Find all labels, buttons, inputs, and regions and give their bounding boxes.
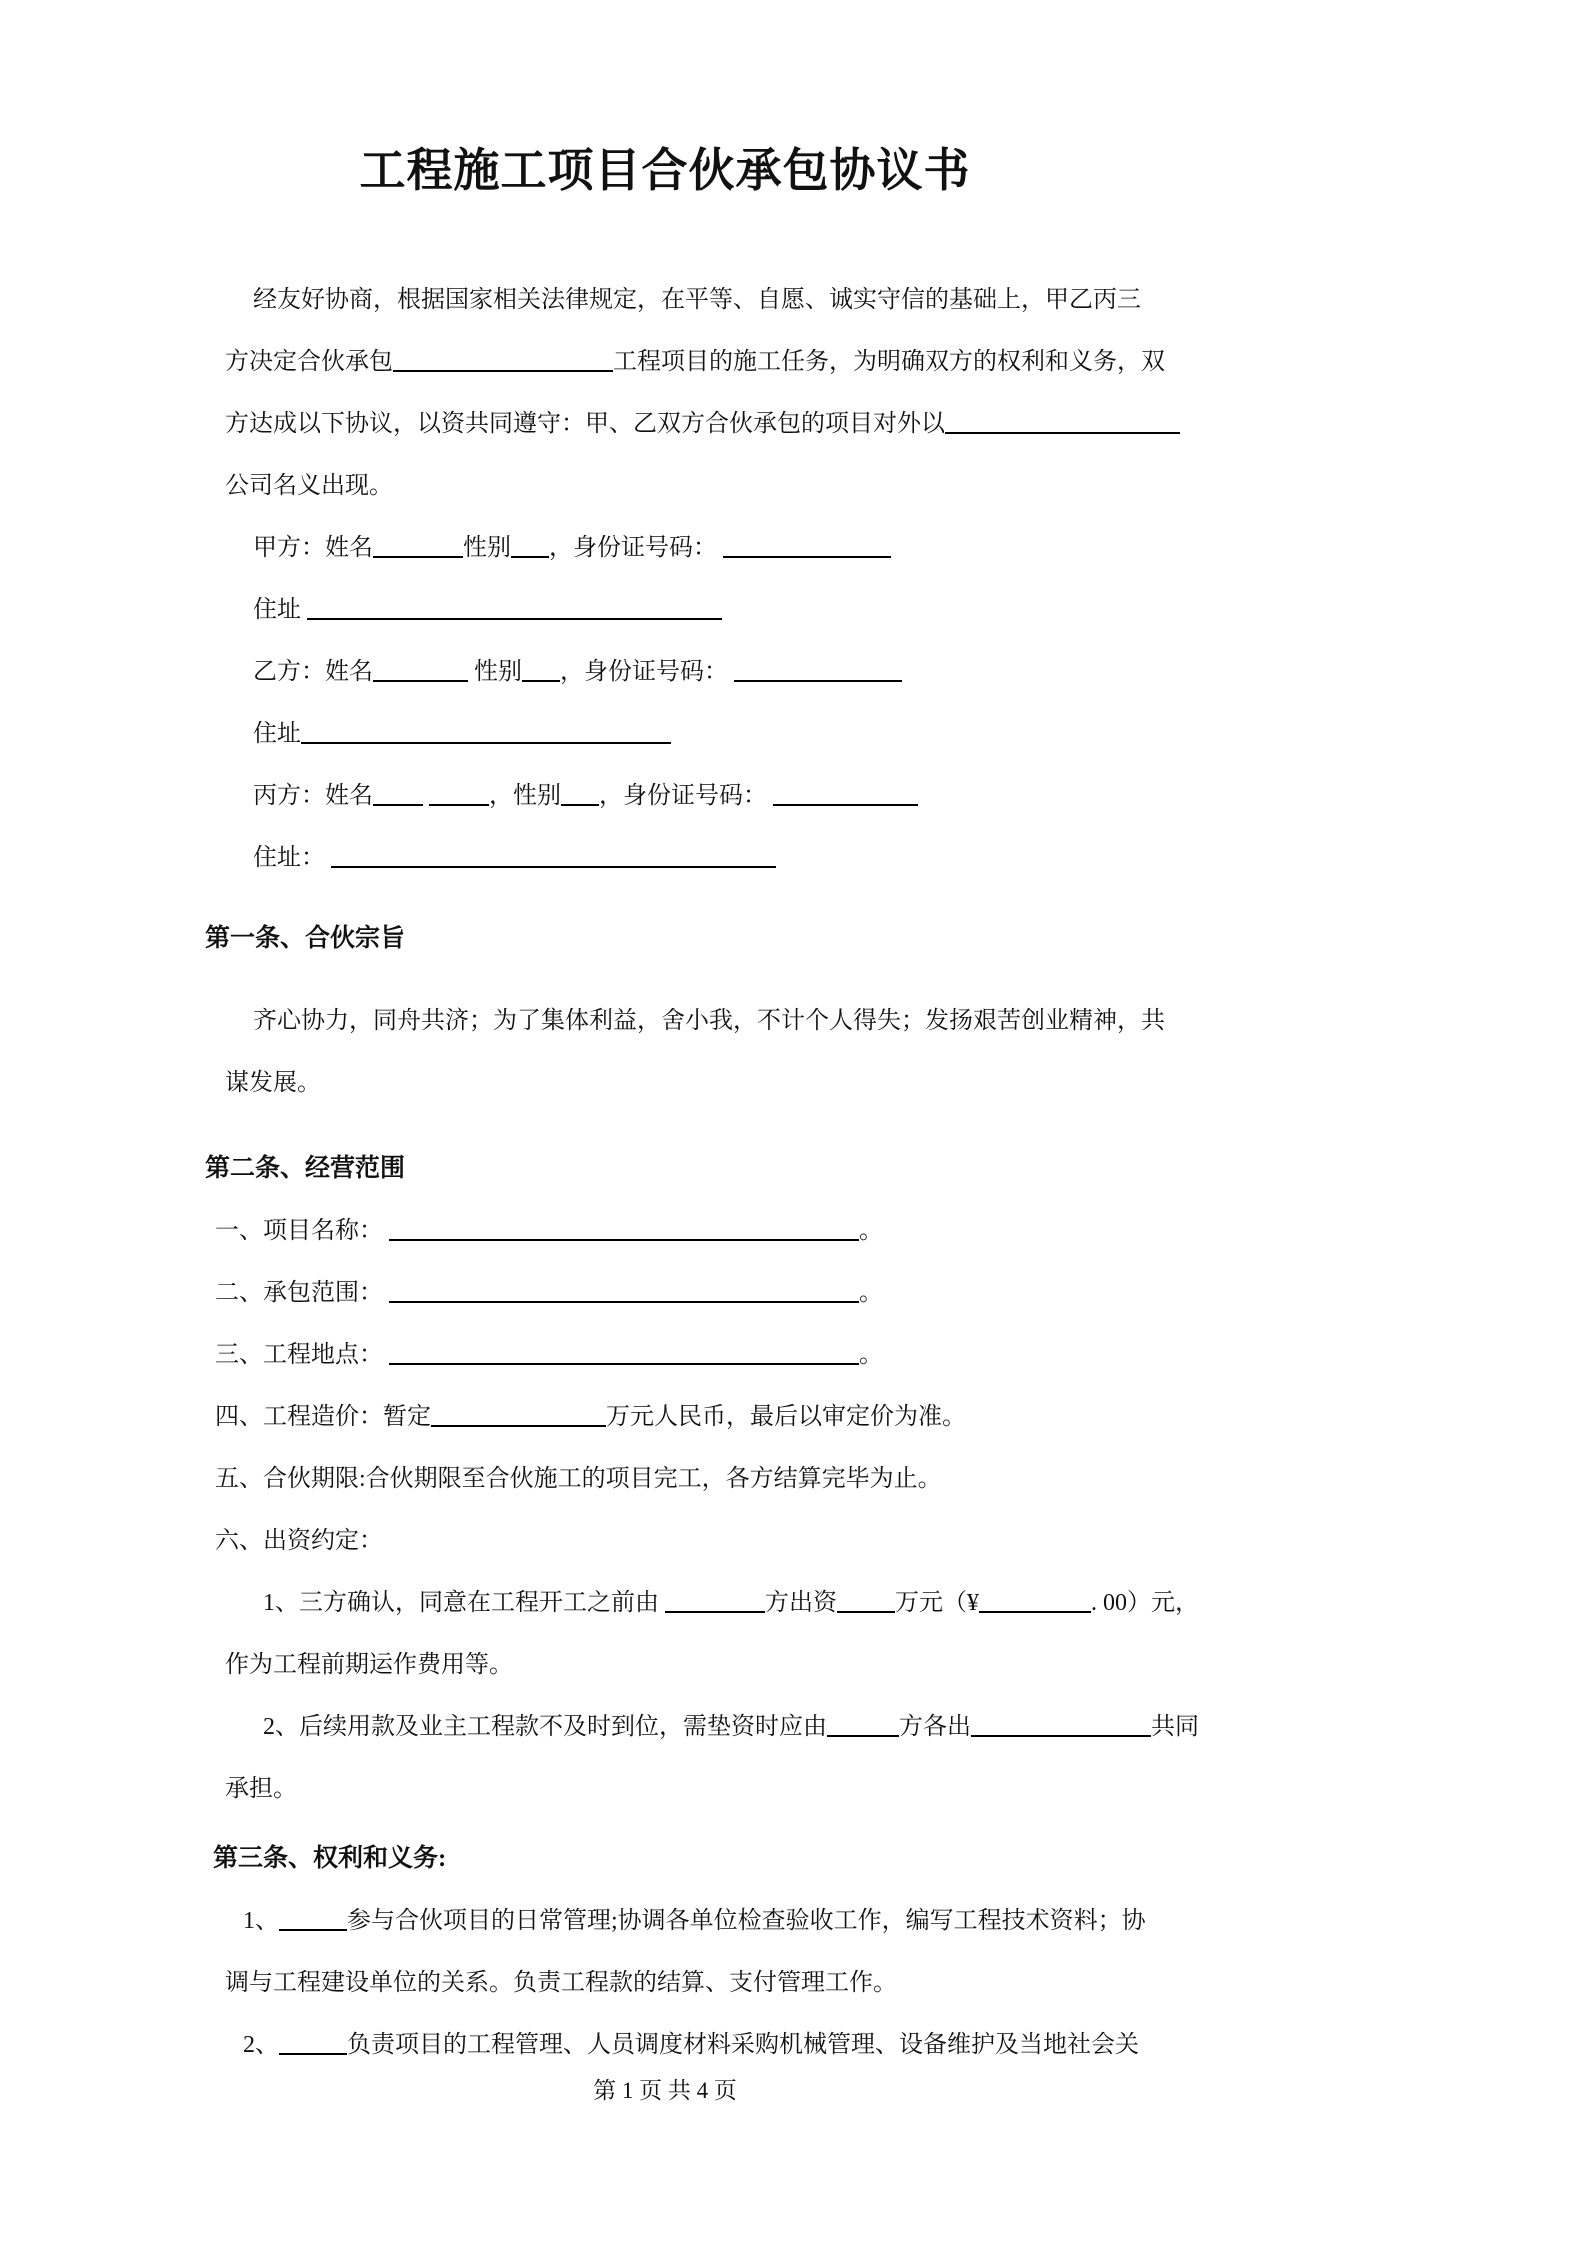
blank-field xyxy=(827,1709,899,1737)
text-run: 2、后续用款及业主工程款不及时到位，需垫资时应由 xyxy=(263,1714,827,1740)
blank-field xyxy=(945,406,1180,434)
text-run: 万元（¥ xyxy=(895,1590,979,1616)
party-a-address xyxy=(253,579,1586,641)
text-run: 性别 xyxy=(463,535,511,561)
blank-field xyxy=(429,778,489,806)
text-run: 谋发展。 xyxy=(225,1070,321,1096)
purpose-line-2 xyxy=(225,1052,1586,1114)
text-run: 三、工程地点： xyxy=(215,1342,389,1368)
text-run: 万元人民币，最后以审定价为准。 xyxy=(606,1404,966,1430)
funding-item-1 xyxy=(263,1572,1586,1634)
text-run: 第三条、权利和义务: xyxy=(213,1845,447,1872)
text-run: 共同 xyxy=(1151,1714,1199,1740)
text-run: 方达成以下协议，以资共同遵守：甲、乙双方合伙承包的项目对外以 xyxy=(225,411,945,437)
blank-field xyxy=(561,778,599,806)
text-run: 住址 xyxy=(253,597,307,623)
section-2-heading xyxy=(205,1138,1586,1200)
section-1-heading xyxy=(205,908,1586,970)
text-run: 。 xyxy=(859,1218,883,1244)
blank-field xyxy=(665,1585,765,1613)
text-run: 负责项目的工程管理、人员调度材料采购机械管理、设备维护及当地社会关 xyxy=(347,2032,1139,2058)
intro-line-4 xyxy=(225,455,1586,517)
text-run: 甲方：姓名 xyxy=(253,535,373,561)
text-run: 乙方：姓名 xyxy=(253,659,373,685)
duty-item-1-cont xyxy=(225,1952,1586,2014)
scope-item-3 xyxy=(215,1324,1586,1386)
blank-field xyxy=(373,530,463,558)
text-run: 。 xyxy=(859,1280,883,1306)
funding-item-2-cont xyxy=(225,1758,1586,1820)
blank-field xyxy=(301,716,671,744)
page-footer: 第 1 页 共 4 页 xyxy=(593,2078,737,2103)
blank-field xyxy=(389,1213,859,1241)
party-c-address xyxy=(253,827,1586,889)
duty-item-1 xyxy=(243,1890,1586,1952)
text-run: 四、工程造价：暂定 xyxy=(215,1404,431,1430)
text-run: 1、三方确认，同意在工程开工之前由 xyxy=(263,1590,665,1616)
blank-field xyxy=(307,592,722,620)
blank-field xyxy=(389,1275,859,1303)
blank-field xyxy=(522,654,560,682)
blank-field xyxy=(331,840,776,868)
blank-field xyxy=(373,778,423,806)
scope-item-1 xyxy=(215,1200,1586,1262)
text-run: 五、合伙期限:合伙期限至合伙施工的项目完工，各方结算完毕为止。 xyxy=(215,1466,942,1492)
party-c-line xyxy=(253,765,1586,827)
text-run: 承担。 xyxy=(225,1776,297,1802)
text-run: 住址 xyxy=(253,721,301,747)
blank-field xyxy=(389,1337,859,1365)
intro-line-3 xyxy=(225,393,1586,455)
text-run: 一、项目名称： xyxy=(215,1218,389,1244)
text-run: 齐心协力，同舟共济；为了集体利益，舍小我，不计个人得失；发扬艰苦创业精神，共 xyxy=(253,1008,1165,1034)
text-run: 。 xyxy=(859,1342,883,1368)
text-run: 丙方：姓名 xyxy=(253,783,373,809)
text-run: 住址： xyxy=(253,845,331,871)
text-run: 六、出资约定： xyxy=(215,1528,383,1554)
document-body xyxy=(205,269,1586,2076)
blank-field xyxy=(373,654,468,682)
blank-field xyxy=(431,1399,606,1427)
text-run: 二、承包范围： xyxy=(215,1280,389,1306)
duty-item-2 xyxy=(243,2014,1586,2076)
blank-field xyxy=(971,1709,1151,1737)
scope-item-4 xyxy=(215,1386,1586,1448)
text-run: 作为工程前期运作费用等。 xyxy=(225,1652,513,1678)
text-run: . 00）元， xyxy=(1091,1590,1199,1616)
text-run: ，身份证号码： xyxy=(560,659,734,685)
text-run: 方决定合伙承包 xyxy=(225,349,393,375)
section-3-heading xyxy=(213,1828,1586,1890)
blank-field xyxy=(837,1585,895,1613)
blank-field xyxy=(773,778,918,806)
text-run: 工程项目的施工任务，为明确双方的权利和义务，双 xyxy=(613,349,1165,375)
scope-item-2 xyxy=(215,1262,1586,1324)
blank-field xyxy=(279,1903,347,1931)
text-run: 性别 xyxy=(468,659,522,685)
text-run: 方各出 xyxy=(899,1714,971,1740)
document-title: 工程施工项目合伙承包协议书 xyxy=(359,145,971,196)
text-run: 方出资 xyxy=(765,1590,837,1616)
intro-line-2 xyxy=(225,331,1586,393)
text-run: 2、 xyxy=(243,2032,279,2058)
text-run: 第一条、合伙宗旨 xyxy=(205,925,406,952)
text-run: 第二条、经营范围 xyxy=(205,1155,406,1182)
text-run: 公司名义出现。 xyxy=(225,473,393,499)
blank-field xyxy=(279,2027,347,2055)
text-run: ，身份证号码： xyxy=(549,535,723,561)
text-run: 经友好协商，根据国家相关法律规定，在平等、自愿、诚实守信的基础上，甲乙丙三 xyxy=(253,287,1141,313)
blank-field xyxy=(979,1585,1091,1613)
text-run: ，性别 xyxy=(489,783,561,809)
funding-item-2 xyxy=(263,1696,1586,1758)
scope-item-5 xyxy=(215,1448,1586,1510)
blank-field xyxy=(734,654,902,682)
purpose-line-1 xyxy=(253,990,1586,1052)
blank-field xyxy=(393,344,613,372)
text-run: 参与合伙项目的日常管理;协调各单位检查验收工作，编写工程技术资料；协 xyxy=(347,1908,1146,1934)
party-a-line xyxy=(253,517,1586,579)
funding-item-1-cont xyxy=(225,1634,1586,1696)
blank-field xyxy=(723,530,891,558)
text-run: ，身份证号码： xyxy=(599,783,773,809)
party-b-line xyxy=(253,641,1586,703)
scope-item-6 xyxy=(215,1510,1586,1572)
blank-field xyxy=(511,530,549,558)
text-run: 调与工程建设单位的关系。负责工程款的结算、支付管理工作。 xyxy=(225,1970,897,1996)
intro-line-1 xyxy=(253,269,1586,331)
text-run: 1、 xyxy=(243,1908,279,1934)
party-b-address xyxy=(253,703,1586,765)
